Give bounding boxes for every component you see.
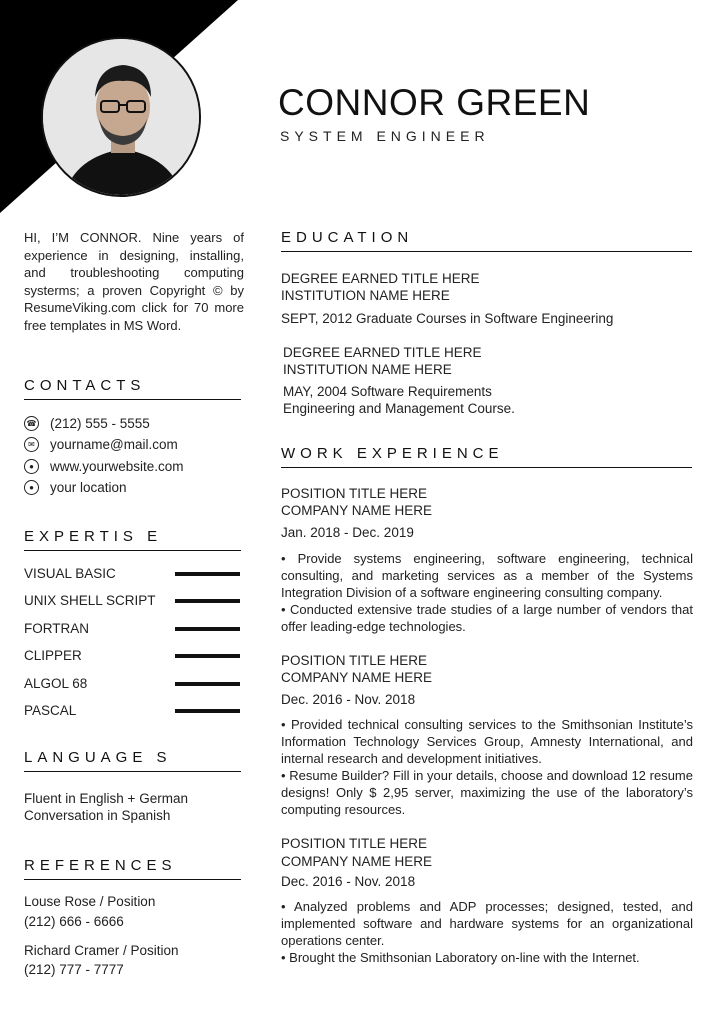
education-heading: EDUCATION (281, 229, 692, 252)
intro-text: HI, I’M CONNOR. Nine years of experience in designing, installing, and troubleshooting computing systerms; a proven Copyright © by ResumeViking.com click for 70 more free templates in MS Word. (24, 230, 244, 333)
contact-email (24, 437, 178, 452)
expertise-heading: EXPERTIS E (24, 528, 241, 551)
company-name: COMPANY NAME HERE (281, 854, 433, 869)
degree-title: DEGREE EARNED TITLE HERE (283, 345, 482, 360)
email-text: yourname@mail.com (50, 437, 178, 452)
language-line: Fluent in English + German (24, 791, 188, 806)
company-name: COMPANY NAME HERE (281, 670, 433, 685)
profile-photo (41, 37, 201, 197)
contact-website (24, 459, 184, 474)
job-bullet: • Analyzed problems and ADP processes; designed, tested, and implemented software and hardware systems for an organizational operations center. (281, 899, 693, 948)
skill-label: ALGOL 68 (24, 676, 88, 691)
skill-bar (175, 572, 240, 576)
location-pin-icon: ● (24, 480, 39, 495)
company-name: COMPANY NAME HERE (281, 503, 433, 518)
skill-item (24, 703, 240, 718)
job-bullet: • Conducted extensive trade studies of a large number of vendors that offer leading-edge technologies. (281, 602, 693, 634)
skill-label: UNIX SHELL SCRIPT (24, 593, 156, 608)
skill-bar (175, 654, 240, 658)
reference-phone: (212) 666 - 6666 (24, 914, 124, 929)
candidate-name: CONNOR GREEN (278, 82, 591, 123)
reference-name: Richard Cramer / Position (24, 943, 179, 958)
reference-name: Louse Rose / Position (24, 894, 156, 909)
skill-item (24, 648, 240, 663)
skill-label: PASCAL (24, 703, 77, 718)
skill-item (24, 566, 240, 581)
skill-bar (175, 709, 240, 713)
job-bullet: • Brought the Smithsonian Laboratory on-line with the Internet. (281, 950, 640, 965)
skill-item (24, 621, 240, 636)
skill-bar (175, 682, 240, 686)
position-title: POSITION TITLE HERE (281, 653, 428, 668)
education-detail: Engineering and Management Course. (283, 401, 515, 416)
phone-icon: ☎ (24, 416, 39, 431)
work-experience-heading: WORK EXPERIENCE (281, 445, 692, 468)
skill-item (24, 593, 240, 608)
skill-label: FORTRAN (24, 621, 90, 636)
institution-name: INSTITUTION NAME HERE (283, 362, 452, 377)
skill-item (24, 676, 240, 691)
education-detail: SEPT, 2012 Graduate Courses in Software Engineering (281, 311, 614, 326)
position-title: POSITION TITLE HERE (281, 486, 428, 501)
skill-label: VISUAL BASIC (24, 566, 116, 581)
phone-text: (212) 555 - 5555 (50, 416, 150, 431)
language-line: Conversation in Spanish (24, 808, 171, 823)
languages-heading: LANGUAGE S (24, 749, 241, 772)
job-bullet: • Provide systems engineering, software engineering, technical consulting, and marketing services as a member of the Systems Integration Division of a software engineering consulting company. (281, 551, 693, 600)
contacts-heading: CONTACTS (24, 377, 241, 400)
candidate-title: SYSTEM ENGINEER (280, 128, 490, 144)
degree-title: DEGREE EARNED TITLE HERE (281, 271, 480, 286)
contact-location (24, 480, 127, 495)
job-bullets (281, 716, 693, 818)
job-bullet: • Provided technical consulting services to the Smithsonian Institute’s Information Technology Services Group, Amnesty International, and internal research and development initiatives. (281, 717, 693, 766)
avatar-icon (43, 39, 201, 197)
skill-bar (175, 627, 240, 631)
institution-name: INSTITUTION NAME HERE (281, 288, 450, 303)
reference-phone: (212) 777 - 7777 (24, 962, 124, 977)
mail-icon: ✉ (24, 437, 39, 452)
website-text: www.yourwebsite.com (50, 459, 184, 474)
job-bullet: • Resume Builder? Fill in your details, choose and download 12 resume designs! Only $ 2,95 server, maximizing the use of the laboratory’s computing resources. (281, 768, 693, 817)
job-dates: Dec. 2016 - Nov. 2018 (281, 874, 416, 889)
job-bullets (281, 898, 693, 966)
location-text: your location (50, 480, 127, 495)
position-title: POSITION TITLE HERE (281, 836, 428, 851)
skill-label: CLIPPER (24, 648, 82, 663)
job-bullets (281, 550, 693, 635)
globe-icon: ● (24, 459, 39, 474)
contact-phone (24, 416, 150, 431)
education-detail: MAY, 2004 Software Requirements (283, 384, 492, 399)
job-dates: Jan. 2018 - Dec. 2019 (281, 525, 414, 540)
references-heading: REFERENCES (24, 857, 241, 880)
job-dates: Dec. 2016 - Nov. 2018 (281, 692, 416, 707)
skill-bar (175, 599, 240, 603)
